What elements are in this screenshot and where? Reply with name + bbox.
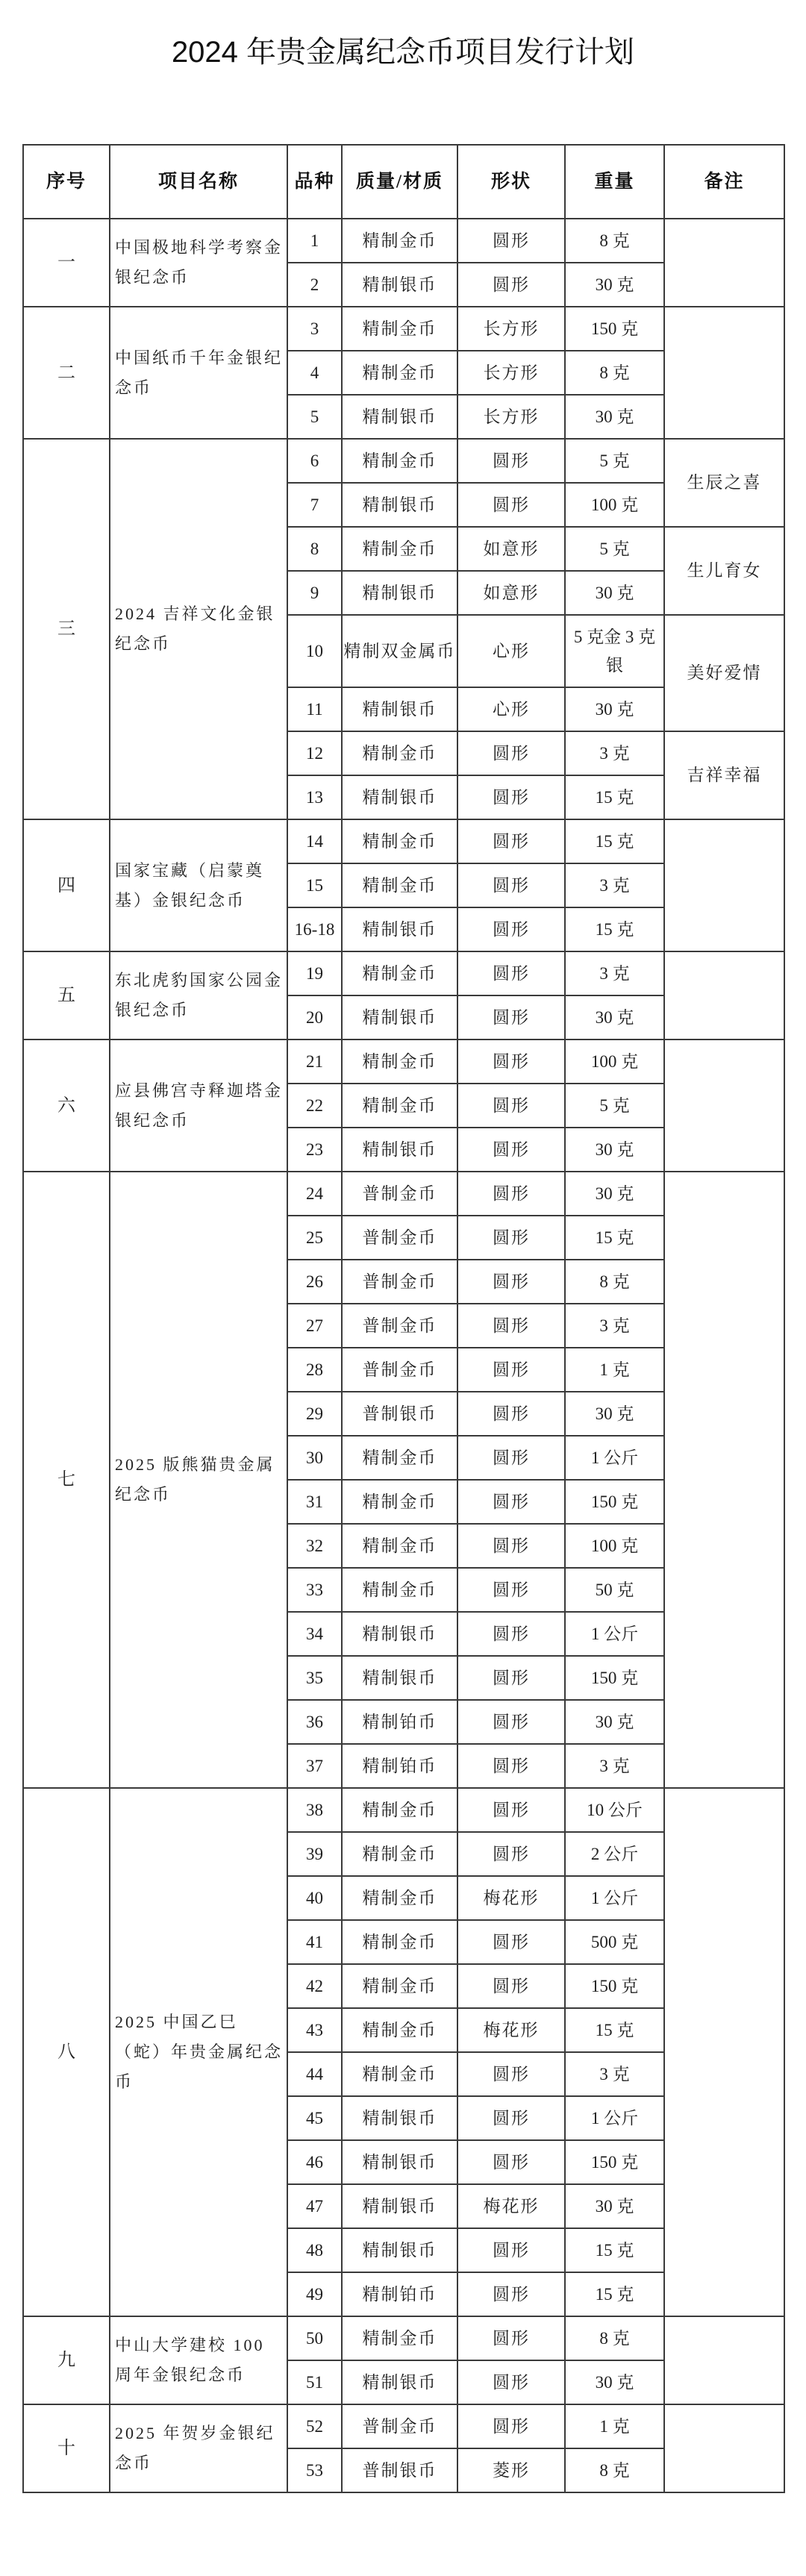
notes-cell bbox=[664, 1040, 784, 1172]
variety-cell: 23 bbox=[287, 1128, 342, 1172]
shape-cell: 圆形 bbox=[457, 1348, 565, 1392]
weight-cell: 150 克 bbox=[565, 1480, 664, 1524]
table-row bbox=[23, 1788, 784, 1832]
weight-cell: 15 克 bbox=[565, 2008, 664, 2052]
material-cell: 精制金币 bbox=[342, 1436, 457, 1480]
table-body bbox=[23, 219, 784, 2492]
material-cell: 精制银币 bbox=[342, 571, 457, 615]
variety-cell: 5 bbox=[287, 395, 342, 439]
variety-cell: 6 bbox=[287, 439, 342, 483]
weight-cell: 50 克 bbox=[565, 1568, 664, 1612]
project-name-cell: 2025 中国乙巳（蛇）年贵金属纪念币 bbox=[110, 1788, 287, 2316]
variety-cell: 9 bbox=[287, 571, 342, 615]
header-notes: 备注 bbox=[664, 145, 784, 219]
material-cell: 精制金币 bbox=[342, 819, 457, 863]
shape-cell: 圆形 bbox=[457, 1040, 565, 1084]
weight-cell: 150 克 bbox=[565, 307, 664, 351]
material-cell: 精制金币 bbox=[342, 1964, 457, 2008]
shape-cell: 梅花形 bbox=[457, 1876, 565, 1920]
table-row bbox=[23, 219, 784, 263]
material-cell: 精制金币 bbox=[342, 219, 457, 263]
material-cell: 精制银币 bbox=[342, 2228, 457, 2272]
group-seq-cell: 九 bbox=[23, 2316, 110, 2404]
group-seq-cell: 二 bbox=[23, 307, 110, 439]
material-cell: 普制金币 bbox=[342, 1216, 457, 1260]
table-row bbox=[23, 1040, 784, 1084]
project-name-cell: 应县佛宫寺释迦塔金银纪念币 bbox=[110, 1040, 287, 1172]
material-cell: 精制银币 bbox=[342, 2184, 457, 2228]
weight-cell: 100 克 bbox=[565, 1524, 664, 1568]
shape-cell: 圆形 bbox=[457, 2140, 565, 2184]
weight-cell: 500 克 bbox=[565, 1920, 664, 1964]
material-cell: 精制银币 bbox=[342, 2096, 457, 2140]
variety-cell: 21 bbox=[287, 1040, 342, 1084]
variety-cell: 11 bbox=[287, 687, 342, 731]
material-cell: 普制金币 bbox=[342, 2404, 457, 2448]
weight-cell: 3 克 bbox=[565, 1744, 664, 1788]
project-name-cell: 国家宝藏（启蒙奠基）金银纪念币 bbox=[110, 819, 287, 951]
group-seq-cell: 七 bbox=[23, 1172, 110, 1788]
shape-cell: 圆形 bbox=[457, 1084, 565, 1128]
weight-cell: 15 克 bbox=[565, 1216, 664, 1260]
variety-cell: 2 bbox=[287, 263, 342, 307]
material-cell: 精制金币 bbox=[342, 1040, 457, 1084]
material-cell: 精制金币 bbox=[342, 1568, 457, 1612]
weight-cell: 150 克 bbox=[565, 1964, 664, 2008]
variety-cell: 14 bbox=[287, 819, 342, 863]
shape-cell: 圆形 bbox=[457, 1480, 565, 1524]
material-cell: 精制金币 bbox=[342, 1920, 457, 1964]
material-cell: 精制银币 bbox=[342, 395, 457, 439]
header-weight: 重量 bbox=[565, 145, 664, 219]
notes-cell: 美好爱情 bbox=[664, 615, 784, 731]
shape-cell: 圆形 bbox=[457, 775, 565, 819]
weight-cell: 1 克 bbox=[565, 2404, 664, 2448]
project-name-cell: 2025 版熊猫贵金属纪念币 bbox=[110, 1172, 287, 1788]
weight-cell: 30 克 bbox=[565, 995, 664, 1040]
shape-cell: 如意形 bbox=[457, 527, 565, 571]
notes-cell bbox=[664, 219, 784, 307]
shape-cell: 圆形 bbox=[457, 1436, 565, 1480]
shape-cell: 圆形 bbox=[457, 1304, 565, 1348]
weight-cell: 150 克 bbox=[565, 1656, 664, 1700]
shape-cell: 圆形 bbox=[457, 1700, 565, 1744]
page-title: 2024 年贵金属纪念币项目发行计划 bbox=[171, 36, 635, 69]
header-material: 质量/材质 bbox=[342, 145, 457, 219]
material-cell: 精制金币 bbox=[342, 351, 457, 395]
weight-cell: 15 克 bbox=[565, 819, 664, 863]
variety-cell: 42 bbox=[287, 1964, 342, 2008]
weight-cell: 100 克 bbox=[565, 483, 664, 527]
weight-cell: 30 克 bbox=[565, 2360, 664, 2404]
shape-cell: 圆形 bbox=[457, 1568, 565, 1612]
variety-cell: 38 bbox=[287, 1788, 342, 1832]
shape-cell: 圆形 bbox=[457, 1788, 565, 1832]
shape-cell: 圆形 bbox=[457, 263, 565, 307]
notes-cell: 生儿育女 bbox=[664, 527, 784, 615]
project-name-cell: 2025 年贺岁金银纪念币 bbox=[110, 2404, 287, 2492]
variety-cell: 1 bbox=[287, 219, 342, 263]
weight-cell: 5 克 bbox=[565, 439, 664, 483]
shape-cell: 长方形 bbox=[457, 395, 565, 439]
shape-cell: 心形 bbox=[457, 687, 565, 731]
variety-cell: 51 bbox=[287, 2360, 342, 2404]
notes-cell: 吉祥幸福 bbox=[664, 731, 784, 819]
table-row bbox=[23, 439, 784, 483]
project-name-cell: 中国纸币千年金银纪念币 bbox=[110, 307, 287, 439]
material-cell: 精制银币 bbox=[342, 995, 457, 1040]
weight-cell: 3 克 bbox=[565, 2052, 664, 2096]
material-cell: 精制金币 bbox=[342, 527, 457, 571]
shape-cell: 圆形 bbox=[457, 1128, 565, 1172]
variety-cell: 52 bbox=[287, 2404, 342, 2448]
notes-cell: 生辰之喜 bbox=[664, 439, 784, 527]
variety-cell: 22 bbox=[287, 1084, 342, 1128]
weight-cell: 1 公斤 bbox=[565, 1876, 664, 1920]
variety-cell: 3 bbox=[287, 307, 342, 351]
variety-cell: 26 bbox=[287, 1260, 342, 1304]
material-cell: 普制银币 bbox=[342, 1392, 457, 1436]
weight-cell: 15 克 bbox=[565, 775, 664, 819]
shape-cell: 心形 bbox=[457, 615, 565, 687]
weight-cell: 3 克 bbox=[565, 1304, 664, 1348]
shape-cell: 圆形 bbox=[457, 2228, 565, 2272]
material-cell: 精制银币 bbox=[342, 1128, 457, 1172]
weight-cell: 5 克 bbox=[565, 527, 664, 571]
variety-cell: 24 bbox=[287, 1172, 342, 1216]
material-cell: 精制金币 bbox=[342, 2316, 457, 2360]
variety-cell: 44 bbox=[287, 2052, 342, 2096]
variety-cell: 7 bbox=[287, 483, 342, 527]
variety-cell: 39 bbox=[287, 1832, 342, 1876]
shape-cell: 梅花形 bbox=[457, 2008, 565, 2052]
material-cell: 普制银币 bbox=[342, 2448, 457, 2492]
weight-cell: 30 克 bbox=[565, 687, 664, 731]
weight-cell: 1 公斤 bbox=[565, 1436, 664, 1480]
header-shape: 形状 bbox=[457, 145, 565, 219]
weight-cell: 30 克 bbox=[565, 1128, 664, 1172]
notes-cell bbox=[664, 307, 784, 439]
weight-cell: 150 克 bbox=[565, 2140, 664, 2184]
shape-cell: 圆形 bbox=[457, 1392, 565, 1436]
weight-cell: 30 克 bbox=[565, 263, 664, 307]
material-cell: 普制金币 bbox=[342, 1348, 457, 1392]
weight-cell: 8 克 bbox=[565, 351, 664, 395]
variety-cell: 20 bbox=[287, 995, 342, 1040]
notes-cell bbox=[664, 951, 784, 1040]
shape-cell: 圆形 bbox=[457, 1964, 565, 2008]
project-name-cell: 中国极地科学考察金银纪念币 bbox=[110, 219, 287, 307]
variety-cell: 47 bbox=[287, 2184, 342, 2228]
shape-cell: 圆形 bbox=[457, 1612, 565, 1656]
header-seq: 序号 bbox=[23, 145, 110, 219]
variety-cell: 48 bbox=[287, 2228, 342, 2272]
shape-cell: 圆形 bbox=[457, 731, 565, 775]
variety-cell: 40 bbox=[287, 1876, 342, 1920]
variety-cell: 31 bbox=[287, 1480, 342, 1524]
shape-cell: 长方形 bbox=[457, 351, 565, 395]
notes-cell bbox=[664, 2316, 784, 2404]
group-seq-cell: 八 bbox=[23, 1788, 110, 2316]
weight-cell: 2 公斤 bbox=[565, 1832, 664, 1876]
variety-cell: 28 bbox=[287, 1348, 342, 1392]
weight-cell: 3 克 bbox=[565, 863, 664, 907]
weight-cell: 15 克 bbox=[565, 2272, 664, 2316]
issuance-plan-table bbox=[22, 144, 785, 2493]
table-row bbox=[23, 2316, 784, 2360]
weight-cell: 8 克 bbox=[565, 2448, 664, 2492]
material-cell: 精制银币 bbox=[342, 483, 457, 527]
weight-cell: 3 克 bbox=[565, 731, 664, 775]
material-cell: 精制金币 bbox=[342, 1788, 457, 1832]
weight-cell: 15 克 bbox=[565, 2228, 664, 2272]
variety-cell: 12 bbox=[287, 731, 342, 775]
table-row bbox=[23, 307, 784, 351]
material-cell: 精制金币 bbox=[342, 1084, 457, 1128]
variety-cell: 25 bbox=[287, 1216, 342, 1260]
weight-cell: 30 克 bbox=[565, 1392, 664, 1436]
weight-cell: 30 克 bbox=[565, 2184, 664, 2228]
shape-cell: 圆形 bbox=[457, 1656, 565, 1700]
material-cell: 精制金币 bbox=[342, 1480, 457, 1524]
table-row bbox=[23, 819, 784, 863]
variety-cell: 34 bbox=[287, 1612, 342, 1656]
weight-cell: 100 克 bbox=[565, 1040, 664, 1084]
shape-cell: 如意形 bbox=[457, 571, 565, 615]
group-seq-cell: 三 bbox=[23, 439, 110, 819]
notes-cell bbox=[664, 1788, 784, 2316]
variety-cell: 30 bbox=[287, 1436, 342, 1480]
material-cell: 普制金币 bbox=[342, 1172, 457, 1216]
variety-cell: 10 bbox=[287, 615, 342, 687]
shape-cell: 圆形 bbox=[457, 951, 565, 995]
shape-cell: 圆形 bbox=[457, 1172, 565, 1216]
shape-cell: 圆形 bbox=[457, 439, 565, 483]
weight-cell: 1 公斤 bbox=[565, 1612, 664, 1656]
shape-cell: 圆形 bbox=[457, 1216, 565, 1260]
variety-cell: 19 bbox=[287, 951, 342, 995]
material-cell: 精制金币 bbox=[342, 2052, 457, 2096]
variety-cell: 33 bbox=[287, 1568, 342, 1612]
shape-cell: 圆形 bbox=[457, 2360, 565, 2404]
material-cell: 精制银币 bbox=[342, 687, 457, 731]
variety-cell: 36 bbox=[287, 1700, 342, 1744]
material-cell: 精制银币 bbox=[342, 2360, 457, 2404]
weight-cell: 1 公斤 bbox=[565, 2096, 664, 2140]
weight-cell: 5 克金 3 克银 bbox=[565, 615, 664, 687]
variety-cell: 4 bbox=[287, 351, 342, 395]
material-cell: 精制铂币 bbox=[342, 2272, 457, 2316]
weight-cell: 5 克 bbox=[565, 1084, 664, 1128]
shape-cell: 圆形 bbox=[457, 2052, 565, 2096]
material-cell: 普制金币 bbox=[342, 1260, 457, 1304]
group-seq-cell: 四 bbox=[23, 819, 110, 951]
weight-cell: 15 克 bbox=[565, 907, 664, 951]
project-name-cell: 东北虎豹国家公园金银纪念币 bbox=[110, 951, 287, 1040]
variety-cell: 35 bbox=[287, 1656, 342, 1700]
material-cell: 精制铂币 bbox=[342, 1744, 457, 1788]
header-variety: 品种 bbox=[287, 145, 342, 219]
header-project-name: 项目名称 bbox=[110, 145, 287, 219]
variety-cell: 50 bbox=[287, 2316, 342, 2360]
group-seq-cell: 六 bbox=[23, 1040, 110, 1172]
material-cell: 普制金币 bbox=[342, 1304, 457, 1348]
variety-cell: 15 bbox=[287, 863, 342, 907]
variety-cell: 37 bbox=[287, 1744, 342, 1788]
shape-cell: 圆形 bbox=[457, 1524, 565, 1568]
variety-cell: 29 bbox=[287, 1392, 342, 1436]
shape-cell: 梅花形 bbox=[457, 2184, 565, 2228]
variety-cell: 41 bbox=[287, 1920, 342, 1964]
material-cell: 精制金币 bbox=[342, 1524, 457, 1568]
material-cell: 精制金币 bbox=[342, 2008, 457, 2052]
weight-cell: 10 公斤 bbox=[565, 1788, 664, 1832]
material-cell: 精制银币 bbox=[342, 263, 457, 307]
table-row bbox=[23, 1172, 784, 1216]
variety-cell: 27 bbox=[287, 1304, 342, 1348]
weight-cell: 8 克 bbox=[565, 2316, 664, 2360]
group-seq-cell: 一 bbox=[23, 219, 110, 307]
material-cell: 精制银币 bbox=[342, 2140, 457, 2184]
material-cell: 精制金币 bbox=[342, 1832, 457, 1876]
weight-cell: 8 克 bbox=[565, 219, 664, 263]
group-seq-cell: 十 bbox=[23, 2404, 110, 2492]
shape-cell: 圆形 bbox=[457, 2316, 565, 2360]
shape-cell: 圆形 bbox=[457, 1832, 565, 1876]
material-cell: 精制铂币 bbox=[342, 1700, 457, 1744]
material-cell: 精制银币 bbox=[342, 775, 457, 819]
weight-cell: 30 克 bbox=[565, 395, 664, 439]
variety-cell: 16-18 bbox=[287, 907, 342, 951]
header-row bbox=[23, 145, 784, 219]
variety-cell: 45 bbox=[287, 2096, 342, 2140]
shape-cell: 圆形 bbox=[457, 1744, 565, 1788]
shape-cell: 圆形 bbox=[457, 863, 565, 907]
variety-cell: 53 bbox=[287, 2448, 342, 2492]
shape-cell: 圆形 bbox=[457, 907, 565, 951]
variety-cell: 46 bbox=[287, 2140, 342, 2184]
variety-cell: 13 bbox=[287, 775, 342, 819]
shape-cell: 圆形 bbox=[457, 483, 565, 527]
weight-cell: 8 克 bbox=[565, 1260, 664, 1304]
material-cell: 精制银币 bbox=[342, 1656, 457, 1700]
variety-cell: 49 bbox=[287, 2272, 342, 2316]
notes-cell bbox=[664, 2404, 784, 2492]
group-seq-cell: 五 bbox=[23, 951, 110, 1040]
weight-cell: 30 克 bbox=[565, 571, 664, 615]
shape-cell: 圆形 bbox=[457, 219, 565, 263]
weight-cell: 30 克 bbox=[565, 1172, 664, 1216]
table-row bbox=[23, 951, 784, 995]
material-cell: 精制银币 bbox=[342, 1612, 457, 1656]
material-cell: 精制金币 bbox=[342, 307, 457, 351]
material-cell: 精制金币 bbox=[342, 1876, 457, 1920]
material-cell: 精制银币 bbox=[342, 907, 457, 951]
weight-cell: 30 克 bbox=[565, 1700, 664, 1744]
table-row bbox=[23, 2404, 784, 2448]
weight-cell: 1 克 bbox=[565, 1348, 664, 1392]
shape-cell: 菱形 bbox=[457, 2448, 565, 2492]
shape-cell: 圆形 bbox=[457, 1920, 565, 1964]
material-cell: 精制金币 bbox=[342, 863, 457, 907]
material-cell: 精制双金属币 bbox=[342, 615, 457, 687]
project-name-cell: 2024 吉祥文化金银纪念币 bbox=[110, 439, 287, 819]
shape-cell: 圆形 bbox=[457, 819, 565, 863]
shape-cell: 圆形 bbox=[457, 1260, 565, 1304]
notes-cell bbox=[664, 1172, 784, 1788]
variety-cell: 8 bbox=[287, 527, 342, 571]
shape-cell: 长方形 bbox=[457, 307, 565, 351]
variety-cell: 43 bbox=[287, 2008, 342, 2052]
variety-cell: 32 bbox=[287, 1524, 342, 1568]
material-cell: 精制金币 bbox=[342, 951, 457, 995]
shape-cell: 圆形 bbox=[457, 995, 565, 1040]
material-cell: 精制金币 bbox=[342, 439, 457, 483]
material-cell: 精制金币 bbox=[342, 731, 457, 775]
shape-cell: 圆形 bbox=[457, 2272, 565, 2316]
shape-cell: 圆形 bbox=[457, 2096, 565, 2140]
notes-cell bbox=[664, 819, 784, 951]
shape-cell: 圆形 bbox=[457, 2404, 565, 2448]
weight-cell: 3 克 bbox=[565, 951, 664, 995]
project-name-cell: 中山大学建校 100 周年金银纪念币 bbox=[110, 2316, 287, 2404]
